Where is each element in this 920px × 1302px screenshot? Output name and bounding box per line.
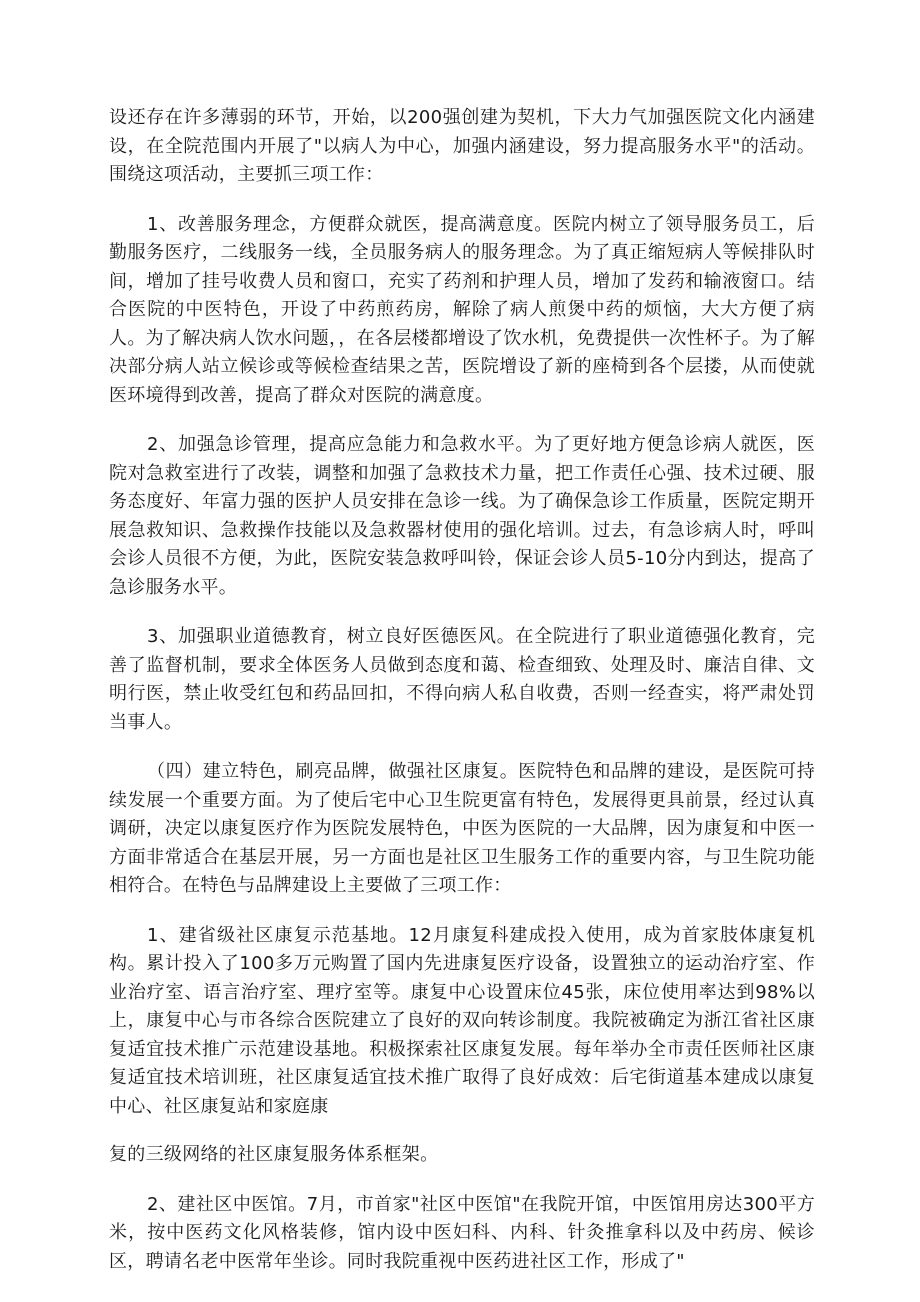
paragraph-service-concept: 1、改善服务理念，方便群众就医，提高满意度。医院内树立了领导服务员工，后勤服务医疗，二线服务一线，全员服务病人的服务理念。为了真正缩短病人等候排队时间，增加了挂号收费人员和窗口，充实了药剂和护理人员，增加了发药和输液窗口。结合医院的中医特色，开设了中药煎药房，解除了病人煎煲中药的烦恼，大大方便了病人。为了解决病人饮水问题，，在各层楼都增设了饮水机，免费提供一次性杯子。为了解决部分病人站立候诊或等候检查结果之苦，医院增设了新的座椅到各个层搂，从而使就医环境得到改善，提高了群众对医院的满意度。 [109, 213, 815, 406]
document-page [109, 104, 815, 1276]
paragraph-ethics-education: 3、加强职业道德教育，树立良好医德医风。在全院进行了职业道德强化教育，完善了监督机制，要求全体医务人员做到态度和蔼、检查细致、处理及时、廉洁自律、文明行医，禁止收受红包和药品回扣，不得向病人私自收费，否则一经查实，将严肃处罚当事人。 [109, 626, 815, 733]
paragraph-emergency-management: 2、加强急诊管理，提高应急能力和急救水平。为了更好地方便急诊病人就医，医院对急救室进行了改装，调整和加强了急救技术力量，把工作责任心强、技术过硬、服务态度好、年富力强的医护人员安排在急诊一线。为了确保急诊工作质量，医院定期开展急救知识、急救操作技能以及急救器材使用的强化培训。过去，有急诊病人时，呼叫会诊人员很不方便，为此，医院安装急救呼叫铃，保证会诊人员5-10分内到达，提高了急诊服务水平。 [109, 434, 815, 598]
paragraph-intro: 设还存在许多薄弱的环节，开始，以200强创建为契机，下大力气加强医院文化内涵建设，在全院范围内开展了"以病人为中心，加强内涵建设，努力提高服务水平"的活动。围绕这项活动，主要抓三项工作： [109, 107, 815, 185]
paragraph-rehab-base: 1、建省级社区康复示范基地。12月康复科建成投入使用，成为首家肢体康复机构。累计投入了100多万元购置了国内先进康复医疗设备，设置独立的运动治疗室、作业治疗室、语言治疗室、理疗室等。康复中心设置床位45张，床位使用率达到98%以上，康复中心与市各综合医院建立了良好的双向转诊制度。我院被确定为浙江省社区康复适宜技术推广示范建设基地。积极探索社区康复发展。每年举办全市责任医师社区康复适宜技术培训班，社区康复适宜技术推广取得了良好成效：后宅街道基本建成以康复中心、社区康复站和家庭康 [109, 924, 815, 1117]
paragraph-rehab-continuation: 复的三级网络的社区康复服务体系框架。 [109, 1144, 439, 1165]
paragraph-section-four: （四）建立特色，刷亮品牌，做强社区康复。医院特色和品牌的建设，是医院可持续发展一个重要方面。为了使后宅中心卫生院更富有特色，发展得更具前景，经过认真调研，决定以康复医疗作为医院发展特色，中医为医院的一大品牌，因为康复和中医一方面非常适合在基层开展，另一方面也是社区卫生服务工作的重要内容，与卫生院功能相符合。在特色与品牌建设上主要做了三项工作： [109, 761, 815, 896]
paragraph-tcm-hall: 2、建社区中医馆。7月，市首家"社区中医馆"在我院开馆，中医馆用房达300平方米，按中医药文化风格装修，馆内设中医妇科、内科、针灸推拿科以及中药房、候诊区，聘请名老中医常年坐诊。同时我院重视中医药进社区工作，形成了" [109, 1193, 815, 1272]
